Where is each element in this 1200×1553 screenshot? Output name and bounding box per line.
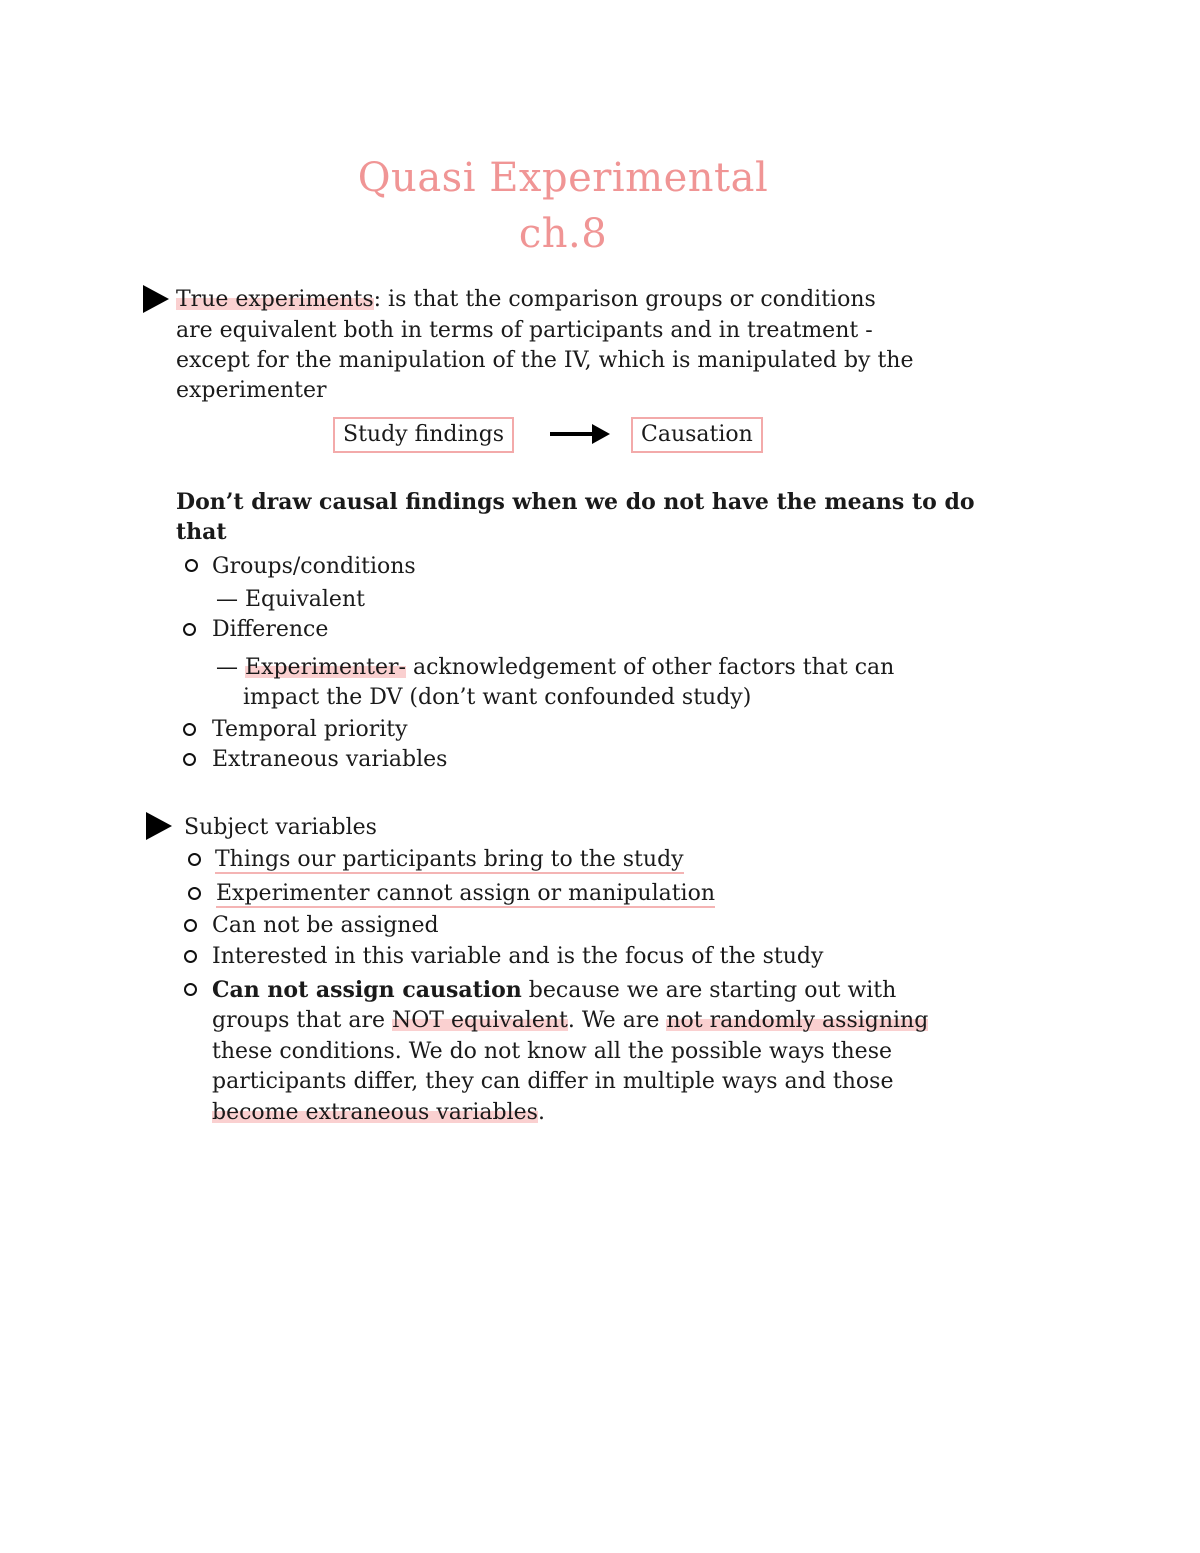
page-title: Quasi Experimental	[357, 155, 769, 201]
circle-bullet-icon	[183, 753, 196, 766]
bullet-can-not-be-assigned: Can not be assigned	[212, 913, 439, 938]
sub-bullet-experimenter	[216, 653, 894, 683]
sub-bullet-equivalent: — Equivalent	[216, 587, 365, 612]
circle-bullet-icon	[183, 723, 196, 736]
bullet-temporal: Temporal priority	[212, 717, 408, 742]
circle-bullet-icon	[184, 983, 197, 996]
true-experiments-line-4: experimenter	[176, 378, 327, 403]
text-part: . We are	[567, 1008, 667, 1033]
subject-variables-heading: Subject variables	[184, 815, 377, 840]
causation-bold: Can not assign causation	[212, 977, 522, 1003]
bullet-causation-line-5	[212, 1098, 545, 1128]
sub-bullet-experimenter-line-2: impact the DV (don’t want confounded study)	[243, 685, 752, 710]
bullet-interested: Interested in this variable and is the focus of the study	[212, 944, 824, 969]
bullet-causation-line-1	[212, 975, 896, 1006]
bullet-cannot-assign	[216, 879, 715, 909]
circle-bullet-icon	[188, 887, 201, 900]
causation-box: Causation	[631, 417, 763, 453]
bullet-things	[215, 845, 684, 875]
extraneous-highlight: become extraneous variables	[212, 1100, 538, 1125]
not-equivalent-highlight: NOT equivalent	[392, 1008, 568, 1033]
bullet-causation-line-2	[212, 1006, 928, 1036]
bullet-groups: Groups/conditions	[212, 554, 416, 579]
study-findings-box: Study findings	[333, 417, 514, 453]
bullet-extraneous: Extraneous variables	[212, 747, 448, 772]
circle-bullet-icon	[188, 853, 201, 866]
bullet-causation-line-3: these conditions. We do not know all the possible ways these	[212, 1039, 893, 1064]
experimenter-text: acknowledgement of other factors that can	[405, 655, 895, 680]
warning-line-1: Don’t draw causal findings when we do not have the means to do	[176, 489, 975, 515]
not-randomly-highlight: not randomly assigning	[666, 1008, 929, 1033]
dash: —	[216, 655, 245, 680]
bullet-difference: Difference	[212, 617, 329, 642]
true-experiments-text: : is that the comparison groups or conditions	[373, 287, 876, 312]
true-experiments-term: True experiments	[176, 287, 374, 312]
bullet-cannot-assign-text: Experimenter cannot assign or manipulation	[216, 881, 716, 906]
section-arrow-icon	[143, 285, 169, 313]
circle-bullet-icon	[184, 950, 197, 963]
section-arrow-icon	[146, 812, 172, 840]
true-experiments-line-1	[176, 285, 876, 315]
flow-arrow-icon	[550, 422, 612, 446]
causation-rest: because we are starting out with	[521, 978, 897, 1003]
circle-bullet-icon	[183, 623, 196, 636]
warning-line-2: that	[176, 519, 227, 545]
true-experiments-line-2: are equivalent both in terms of participants and in treatment -	[176, 318, 873, 343]
bullet-causation-line-4: participants differ, they can differ in multiple ways and those	[212, 1069, 894, 1094]
experimenter-term: Experimenter-	[245, 655, 406, 680]
true-experiments-line-3: except for the manipulation of the IV, which is manipulated by the	[176, 348, 914, 373]
bullet-things-text: Things our participants bring to the study	[215, 847, 684, 872]
page-subtitle: ch.8	[518, 211, 608, 257]
circle-bullet-icon	[184, 919, 197, 932]
text-part: .	[537, 1100, 545, 1125]
text-part: groups that are	[212, 1008, 392, 1033]
circle-bullet-icon	[185, 559, 198, 572]
